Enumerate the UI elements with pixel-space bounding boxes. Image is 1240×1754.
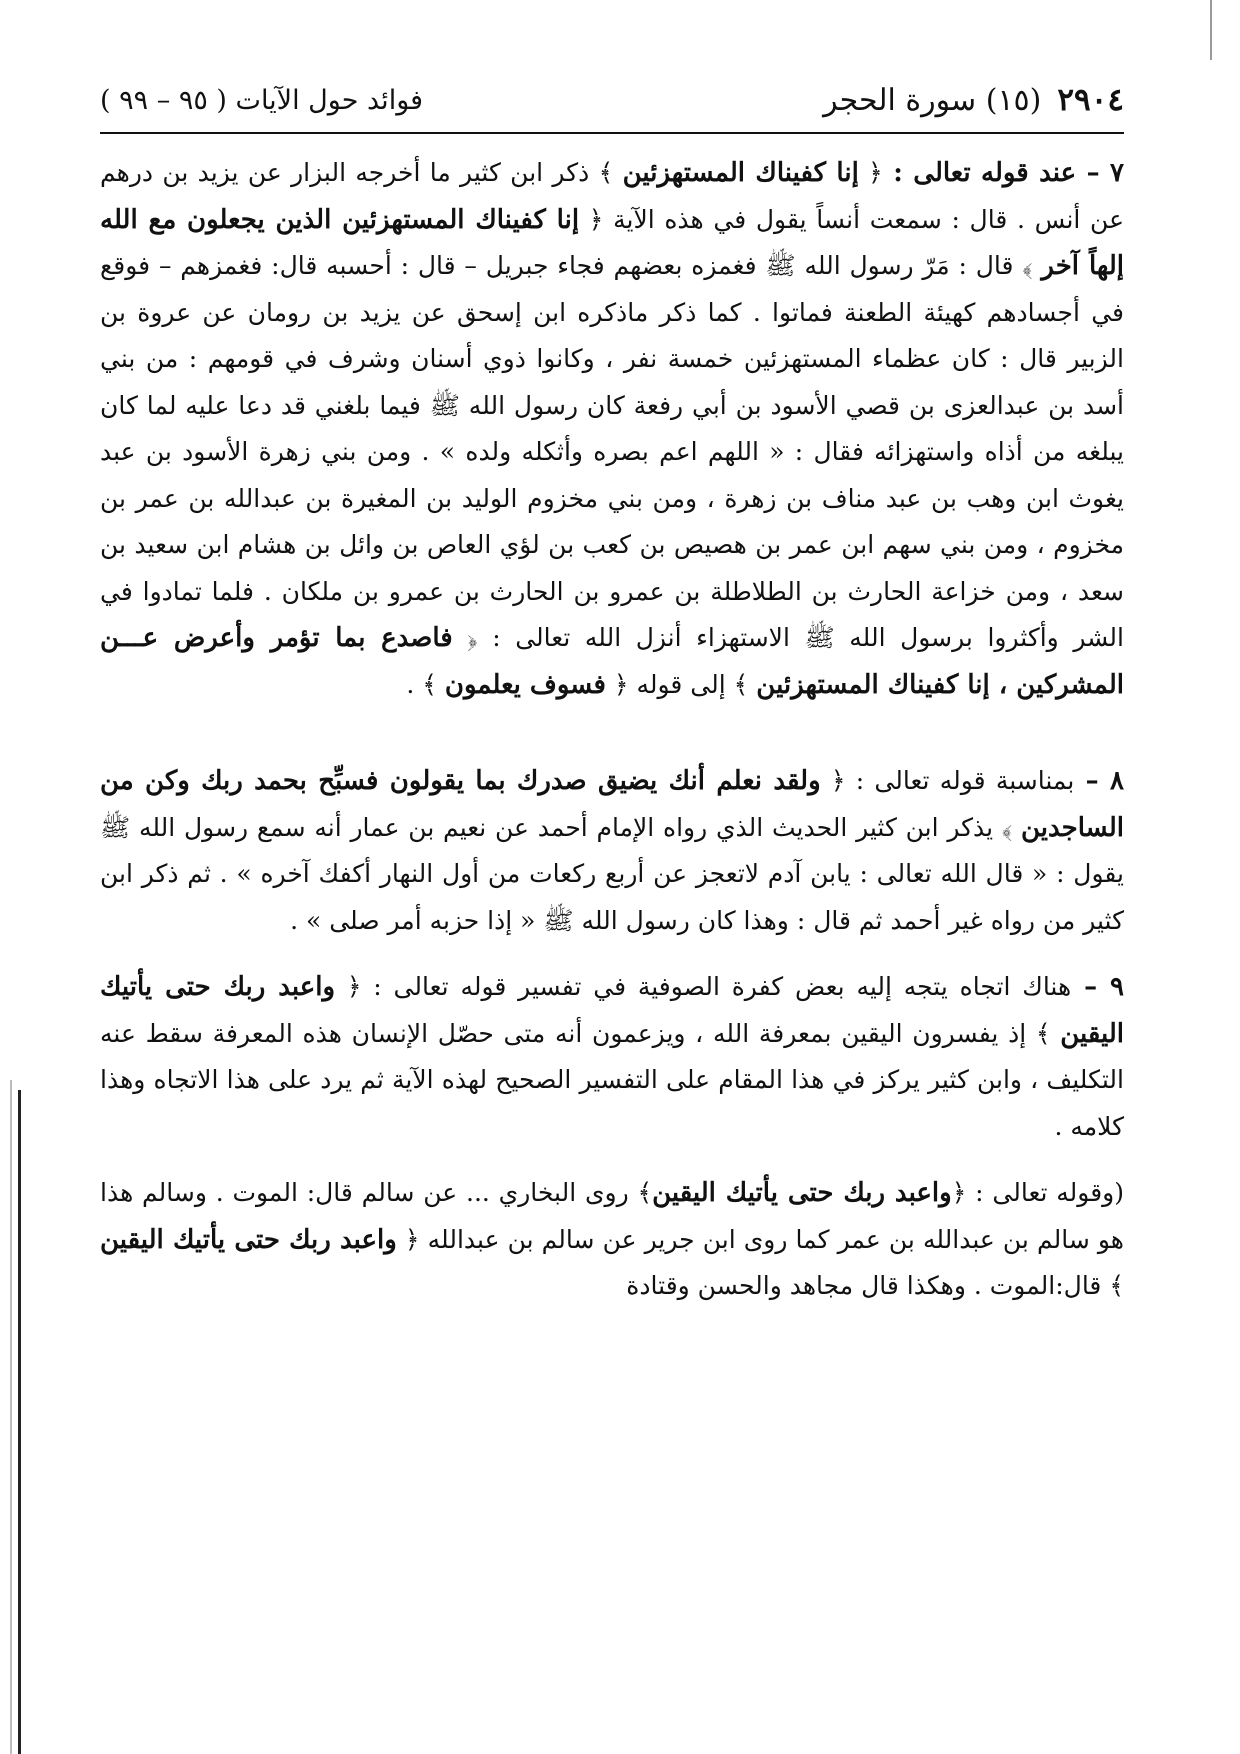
- ornate-bracket: ﴾: [422, 669, 445, 699]
- quran-quote: واعبد ربك حتى يأتيك اليقين: [100, 972, 1124, 1049]
- ornate-bracket: ﴾: [1035, 1018, 1061, 1048]
- note-number: ٨ –: [1074, 766, 1124, 796]
- ornate-bracket: ﴿: [452, 623, 478, 652]
- quran-quote: فسوف يعلمون: [444, 669, 606, 700]
- paragraph-note-9: [100, 964, 1124, 1150]
- ornate-bracket: ﴾: [1109, 1271, 1124, 1300]
- ornate-bracket: ﴿: [605, 669, 629, 699]
- ornate-bracket: ﴿: [858, 158, 883, 187]
- body-text: .: [406, 669, 423, 699]
- lead-phrase: عند قوله تعالى :: [882, 158, 1077, 188]
- quran-quote: واعبد ربك حتى يأتيك اليقين: [652, 1178, 952, 1208]
- ornate-bracket: ﴾: [1001, 812, 1021, 842]
- ornate-bracket: ﴿: [820, 766, 846, 795]
- ornate-bracket: ﴾: [637, 1178, 653, 1207]
- binding-edge-line: [18, 1090, 21, 1754]
- running-header: [100, 74, 1124, 126]
- body-text: قال : مَرّ رسول الله ﷺ فغمزه بعضهم فجاء جبريل – قال : أحسبه قال: فغمزهم – فوقع في أجسادهم كهيئة الطعنة فماتوا . كما ذكر ماذكره ابن إسحق عن يزيد بن رومان عن عروة بن الزبير قال : كان عظماء المستهزئين خمسة نفر ، وكانوا ذوي أسنان وشرف في قومهم : من بني أسد بن عبدالعزى بن قصي الأسود بن أبي رفعة كان رسول الله ﷺ فيما بلغني قد دعا عليه لما كان يبلغه من أذاه واستهزائه فقال : « اللهم اعم بصره وأثكله ولده » . ومن بني زهرة الأسود بن عبد يغوث ابن وهب بن عبد مناف بن زهرة ، ومن بني مخزوم الوليد بن المغيرة بن عبدالله بن عمر بن مخزوم ، ومن بني سهم ابن عمر بن هصيص بن كعب بن لؤي العاص بن وائل بن هشام ابن سعيد بن سعد ، ومن خزاعة الحارث بن الطلاطلة بن عمرو بن الحارث بن عمرو بن ملكان . فلما تمادوا في الشر وأكثروا برسول الله ﷺ الاستهزاء أنزل الله تعالى :: [100, 251, 1124, 652]
- ornate-bracket: ﴾: [733, 669, 757, 699]
- page-edge-mark: [1210, 0, 1212, 60]
- body-text: إذ يفسرون اليقين بمعرفة الله ، ويزعمون أنه متى حصّل الإنسان هذه المعرفة سقط عنه التكليف ، وابن كثير يركز في هذا المقام على التفسير الصحيح لهذه الآية ثم يرد على هذا الاتجاه وهذا كلامه .: [100, 1018, 1124, 1141]
- paragraph-quote: [100, 1170, 1124, 1310]
- header-rule: [100, 132, 1124, 134]
- page-number: ٢٩٠٤: [1057, 82, 1124, 118]
- ornate-bracket: ﴾: [1022, 251, 1042, 280]
- body-text: قال:الموت . وهكذا قال مجاهد والحسن وقتادة: [626, 1271, 1110, 1300]
- body-text: (وقوله تعالى :: [966, 1178, 1124, 1207]
- note-number: ٧ –: [1076, 158, 1125, 188]
- surah-title: (١٥) سورة الحجر: [823, 82, 1042, 118]
- body-text: إلى قوله: [628, 669, 734, 699]
- quran-quote: واعبد ربك حتى يأتيك اليقين: [100, 1224, 397, 1255]
- body-text: روى البخاري ... عن سالم قال: الموت . وسالم هذا هو سالم بن عبدالله بن عمر كما روى ابن جرير عن سالم بن عبدالله: [100, 1178, 1124, 1254]
- body-text: ذكر ابن كثير ما أخرجه البزار عن يزيد بن درهم عن أنس . قال : سمعت أنساً يقول في هذه الآية: [100, 158, 1124, 234]
- ornate-bracket: ﴿: [951, 1178, 967, 1207]
- ornate-bracket: ﴿: [579, 204, 604, 234]
- quran-quote: ولقد نعلم أنك يضيق صدرك بما يقولون فسبِّح بحمد ربك وكن من الساجدين: [100, 766, 1124, 843]
- page-body: [100, 150, 1124, 1310]
- body-text: يذكر ابن كثير الحديث الذي رواه الإمام أحمد عن نعيم بن عمار أنه سمع رسول الله ﷺ يقول : « قال الله تعالى : يابن آدم لاتعجز عن أربع ركعات من أول النهار أكفك آخره » . ثم ذكر ابن كثير من رواه غير أحمد ثم قال : وهذا كان رسول الله ﷺ « إذا حزبه أمر صلى » .: [100, 812, 1124, 935]
- paragraph-note-7: [100, 150, 1124, 708]
- ornate-bracket: ﴿: [335, 972, 362, 1001]
- ornate-bracket: ﴾: [598, 158, 623, 187]
- paragraph-note-8: [100, 758, 1124, 944]
- binding-shadow: [10, 1080, 12, 1754]
- header-right-group: [823, 82, 1124, 118]
- quran-quote: فاصدع بما تؤمر وأعرض عـــن المشركين ، إنا كفيناك المستهزئين: [100, 623, 1124, 700]
- ornate-bracket: ﴿: [396, 1224, 420, 1254]
- quran-quote: إنا كفيناك المستهزئين: [622, 158, 859, 188]
- note-number: ٩ –: [1071, 972, 1124, 1002]
- quran-quote: إنا كفيناك المستهزئين الذين يجعلون مع الله إلهاً آخر: [100, 204, 1124, 281]
- body-text: هناك اتجاه يتجه إليه بعض كفرة الصوفية في تفسير قوله تعالى :: [361, 972, 1072, 1001]
- section-title: فوائد حول الآيات ( ٩٥ – ٩٩ ): [100, 84, 424, 116]
- body-text: بمناسبة قوله تعالى :: [845, 766, 1075, 795]
